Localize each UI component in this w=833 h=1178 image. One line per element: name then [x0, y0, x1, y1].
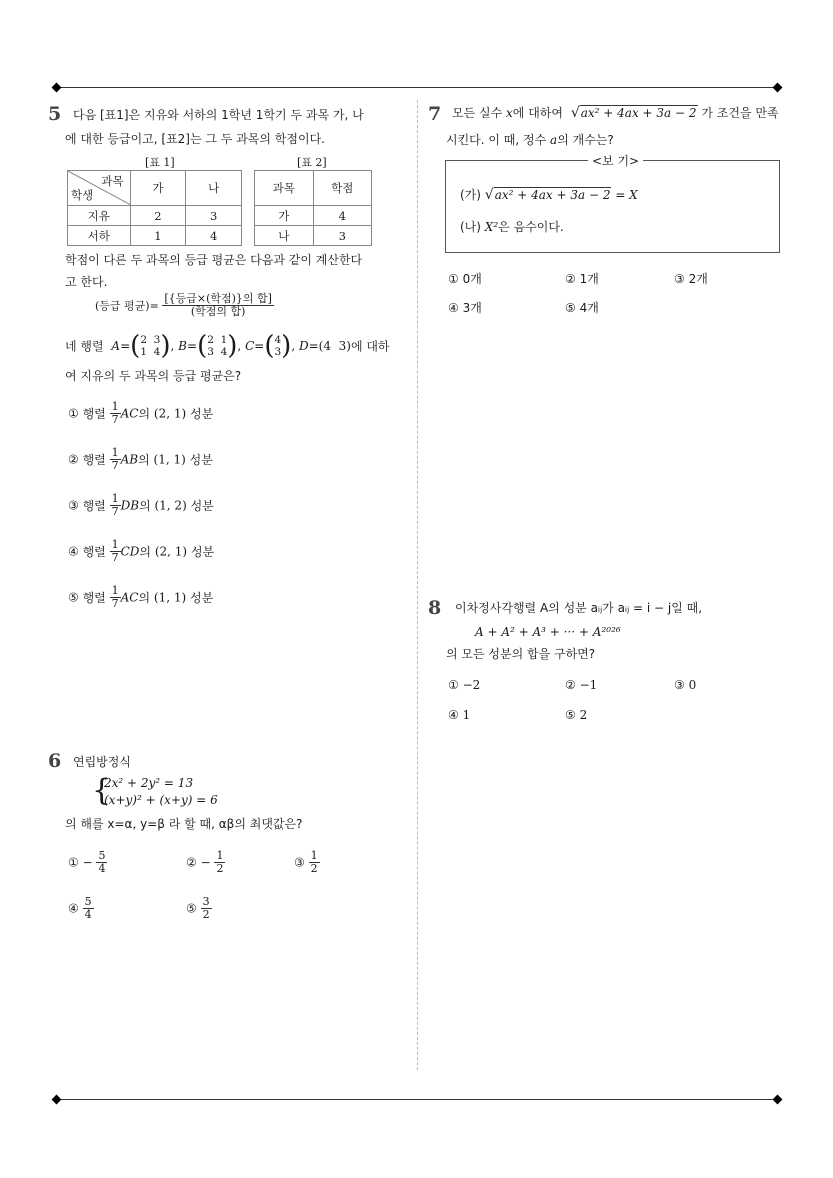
q5-choice-5[interactable]	[68, 585, 213, 610]
q8-line-3: 의 모든 성분의 합을 구하면?	[446, 647, 596, 661]
choice-mark: ⑤	[186, 901, 197, 916]
choice-matrix-product: AC	[120, 406, 139, 421]
choice-mark: ②	[186, 855, 197, 870]
choice-prefix: 행렬	[82, 453, 106, 467]
q7-choice-4[interactable]	[448, 299, 482, 316]
question-7-number: 7	[428, 103, 442, 125]
table1-grade-ga: 1	[130, 226, 186, 246]
choice-sign: −	[82, 855, 93, 870]
choice-suffix: 성분	[190, 499, 214, 513]
choice-mark: ⑤	[68, 590, 79, 605]
matrix-d-label: D	[298, 339, 309, 353]
formula-numerator: [{등급×(학점)}의 합]	[164, 292, 272, 305]
q7-choice-1[interactable]	[448, 270, 482, 287]
table1-row	[68, 206, 242, 226]
table1-corner-student: 학생	[71, 188, 94, 202]
bottom-rule-right-dot	[773, 1095, 783, 1105]
table1-student-name: 지유	[68, 206, 131, 226]
credit-table	[254, 170, 372, 246]
choice-mark: ①	[448, 678, 459, 692]
q7-line-2	[446, 131, 614, 148]
table2-row	[255, 206, 372, 226]
table1-grade-ga: 2	[130, 206, 186, 226]
choice-mark: ①	[68, 855, 79, 870]
choice-mark: ③	[674, 678, 685, 692]
choice-particle: 의	[138, 407, 151, 421]
q5-choice-1[interactable]	[68, 401, 213, 426]
one-seventh-fraction: $\frac{1}{7}$	[111, 446, 119, 472]
q6-choice-4[interactable]	[68, 896, 94, 921]
table2-caption: [표 2]	[297, 156, 327, 169]
q6-question: 의 해를 x=α, y=β 라 할 때, αβ의 최댓값은?	[65, 817, 303, 831]
q7-choice-2[interactable]	[565, 270, 599, 287]
fraction-numerator: 5	[98, 849, 106, 862]
q8-choice-5[interactable]	[565, 708, 587, 722]
choice-text: 2	[579, 708, 588, 722]
choice-suffix: 성분	[189, 407, 214, 421]
matrix-b: 2 1 3 4	[207, 334, 228, 358]
fraction-denominator: 2	[202, 908, 210, 921]
choice-entry: (1, 1)	[153, 452, 186, 467]
choice-mark: ④	[448, 301, 459, 315]
choice-mark: ③	[294, 855, 305, 870]
choice-text: 3개	[462, 301, 482, 315]
choice-particle: 의	[139, 499, 151, 513]
q5-choice-2[interactable]	[68, 447, 213, 472]
q6-choice-3[interactable]	[294, 850, 320, 875]
q5-desc-2: 고 한다.	[65, 275, 108, 289]
grade-table	[67, 170, 242, 246]
choice-suffix: 성분	[189, 453, 213, 467]
choice-text: 1개	[579, 272, 599, 286]
choice-entry: (1, 1)	[153, 590, 187, 605]
table2-header-subject: 과목	[255, 171, 314, 206]
condition-b-label: (나)	[460, 220, 481, 234]
choice-matrix-product: DB	[120, 498, 140, 513]
fraction-numerator: 5	[84, 895, 92, 908]
choice-mark: ④	[68, 544, 79, 559]
choice-matrix-product: AC	[120, 590, 139, 605]
table1-grade-na: 4	[186, 226, 242, 246]
q7-line1-mid: 에 대하여	[512, 106, 563, 120]
variable-x: x	[506, 106, 513, 120]
choice-prefix: 행렬	[82, 407, 106, 421]
formula-lhs: (등급 평균)=	[95, 299, 159, 313]
one-seventh-fraction: $\frac{1}{7}$	[111, 538, 119, 564]
table1-grade-na: 3	[186, 206, 242, 226]
equation-2: (x+y)² + (x+y) = 6	[104, 793, 218, 807]
table2-credit: 3	[313, 226, 372, 246]
column-divider	[417, 100, 418, 1070]
top-rule	[55, 87, 780, 88]
matrix-d: =(4 3)	[308, 339, 351, 353]
q8-choice-4[interactable]	[448, 708, 470, 722]
formula-fraction	[162, 293, 274, 318]
q8-choice-1[interactable]	[448, 678, 480, 692]
matrix-outro: 에 대하	[350, 339, 390, 354]
condition-a-label: (가)	[460, 188, 481, 202]
choice-mark: ②	[68, 452, 79, 467]
fraction-numerator: 3	[202, 895, 210, 908]
q7-line1-pre: 모든 실수	[452, 106, 503, 120]
q5-line-1: 다음 [표1]은 지유와 서하의 1학년 1학기 두 과목 가, 나	[73, 108, 364, 122]
choice-mark: ④	[68, 901, 79, 916]
choice-fraction	[96, 850, 107, 875]
choice-prefix: 행렬	[82, 545, 106, 559]
matrix-c: 4 3	[274, 334, 282, 358]
q5-choice-4[interactable]	[68, 539, 214, 564]
choice-text: 1	[462, 708, 471, 722]
choice-text: 0개	[462, 272, 482, 286]
choice-entry: (2, 1)	[153, 406, 187, 421]
bottom-rule-left-dot	[52, 1095, 62, 1105]
one-seventh-fraction: $\frac{1}{7}$	[111, 584, 119, 610]
table2-header-credit: 학점	[313, 171, 372, 206]
condition-a	[460, 186, 638, 203]
q7-line2-text: 시킨다. 이 때, 정수	[446, 133, 547, 147]
matrix-a-label: A	[111, 339, 121, 353]
q7-line-1	[452, 104, 779, 121]
choice-text: 4개	[579, 301, 599, 315]
x-squared: X²	[484, 220, 499, 234]
bottom-rule	[55, 1099, 780, 1100]
choice-matrix-product: CD	[120, 544, 140, 559]
conditions-box-title: <보 기>	[588, 152, 643, 169]
table1-corner-cell	[68, 171, 131, 206]
condition-a-sqrt: √ax² + 4ax + 3a − 2	[484, 187, 611, 203]
q8-choice-2[interactable]	[565, 678, 597, 692]
question-8-number: 8	[428, 597, 442, 619]
table1-student-name: 서하	[68, 226, 131, 246]
choice-fraction	[201, 896, 212, 921]
choice-mark: ①	[448, 272, 459, 286]
table2-credit: 4	[313, 206, 372, 226]
matrix-definitions: 네 행렬 A=(2 3 1 4), B=(2 1 3 4), C=(4 3), D=(4 3)에 대하	[65, 331, 390, 361]
fraction-numerator: 1	[310, 849, 318, 862]
choice-entry: (2, 1)	[154, 544, 188, 559]
equation-1: 2x² + 2y² = 13	[104, 776, 194, 790]
q5-line-2: 에 대한 등급이고, [표2]는 그 두 과목의 학점이다.	[65, 132, 325, 146]
choice-suffix: 성분	[189, 591, 214, 605]
q5-choice-3[interactable]	[68, 493, 214, 518]
top-rule-left-dot	[52, 83, 62, 93]
choice-mark: ⑤	[565, 708, 576, 722]
choice-prefix: 행렬	[82, 591, 106, 605]
choice-fraction	[309, 850, 320, 875]
top-rule-right-dot	[773, 83, 783, 93]
fraction-denominator: 4	[98, 862, 106, 875]
table2-row	[255, 226, 372, 246]
q6-choice-2[interactable]	[186, 850, 225, 875]
condition-a-expr: = X	[615, 188, 638, 202]
choice-particle: 의	[138, 591, 151, 605]
choice-particle: 의	[139, 545, 152, 559]
table1-corner-subject: 과목	[101, 174, 124, 188]
choice-particle: 의	[138, 453, 150, 467]
one-seventh-fraction: $\frac{1}{7}$	[111, 400, 119, 426]
table1-header-na: 나	[186, 171, 242, 206]
q7-line1-post: 가 조건을 만족	[701, 106, 779, 120]
question-6-number: 6	[48, 750, 62, 772]
fraction-denominator: 4	[84, 908, 92, 921]
choice-mark: ③	[674, 272, 685, 286]
q7-line2-end: 의 개수는?	[557, 133, 614, 147]
choice-suffix: 성분	[190, 545, 215, 559]
q7-choice-5[interactable]	[565, 299, 599, 316]
condition-b-post: 은 음수이다.	[498, 220, 564, 234]
choice-fraction	[83, 896, 94, 921]
matrix-b-label: B	[178, 339, 187, 353]
choice-text: −2	[462, 678, 481, 692]
q6-choice-5[interactable]	[186, 896, 212, 921]
q8-line-1: 이차정사각행렬 A의 성분 aᵢⱼ가 aᵢⱼ = i − j일 때,	[455, 601, 703, 615]
table1-row	[68, 226, 242, 246]
condition-b	[460, 218, 564, 235]
choice-prefix: 행렬	[82, 499, 106, 513]
choice-mark: ④	[448, 708, 459, 722]
variable-a: a	[550, 133, 558, 147]
fraction-denominator: 2	[216, 862, 224, 875]
sqrt-expression: √ax² + 4ax + 3a − 2	[570, 105, 697, 121]
choice-mark: ①	[68, 406, 79, 421]
choice-mark: ②	[565, 678, 576, 692]
q6-title: 연립방정식	[73, 755, 131, 769]
conditions-box	[445, 154, 780, 253]
table1-header-ga: 가	[130, 171, 186, 206]
matrix-c-label: C	[245, 339, 255, 353]
q5-question: 여 지유의 두 과목의 등급 평균은?	[65, 369, 242, 383]
one-seventh-fraction: $\frac{1}{7}$	[111, 492, 119, 518]
table2-subject: 나	[255, 226, 314, 246]
choice-mark: ②	[565, 272, 576, 286]
choice-text: 0	[688, 678, 697, 692]
choice-mark: ③	[68, 498, 79, 513]
q8-power-sum: A + A² + A³ + ··· + A²⁰²⁶	[475, 625, 621, 639]
choice-entry: (1, 2)	[154, 498, 187, 513]
table2-subject: 가	[255, 206, 314, 226]
matrix-a: 2 3 1 4	[140, 334, 161, 358]
q5-desc-1: 학점이 다른 두 과목의 등급 평균은 다음과 같이 계산한다	[65, 253, 363, 267]
formula-denominator: (학점의 합)	[190, 305, 246, 318]
choice-matrix-product: AB	[120, 452, 139, 467]
system-brace: {	[92, 773, 112, 808]
choice-sign: −	[200, 855, 211, 870]
matrix-intro: 네 행렬	[65, 339, 104, 354]
q6-choice-1[interactable]	[68, 850, 107, 875]
choice-fraction	[214, 850, 225, 875]
fraction-numerator: 1	[216, 849, 224, 862]
fraction-denominator: 2	[310, 862, 318, 875]
choice-text: −1	[579, 678, 598, 692]
choice-mark: ⑤	[565, 301, 576, 315]
q7-choice-3[interactable]	[674, 270, 708, 287]
table1-caption: [표 1]	[145, 156, 175, 169]
q8-choice-3[interactable]	[674, 678, 696, 692]
average-formula	[95, 293, 274, 318]
question-5-number: 5	[48, 103, 62, 125]
choice-text: 2개	[688, 272, 708, 286]
